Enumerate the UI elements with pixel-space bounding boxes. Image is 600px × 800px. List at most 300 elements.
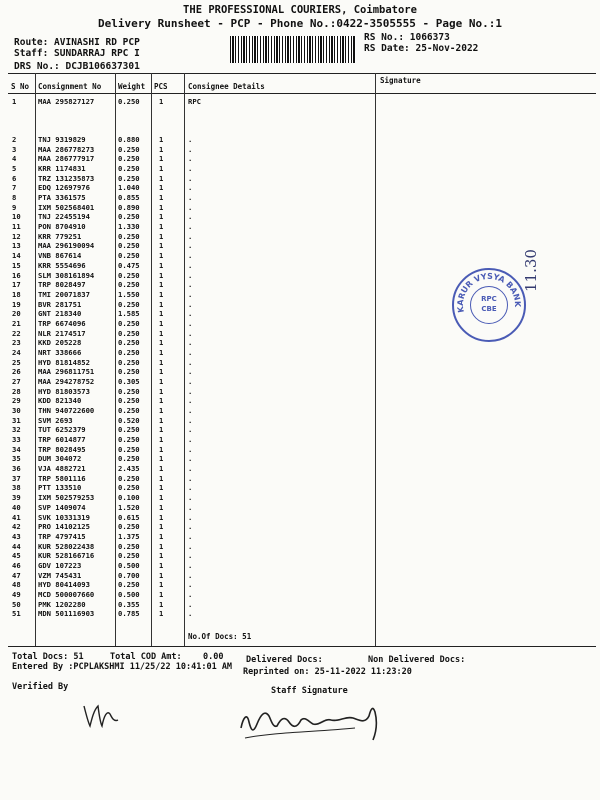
row-sno: 44 xyxy=(12,541,21,551)
row-consignment: KKD 205228 xyxy=(38,338,82,348)
row-consignee-mark: . xyxy=(188,260,193,270)
row-consignee-mark: . xyxy=(188,299,193,309)
row-pcs: 1 xyxy=(159,589,164,599)
row-consignee-mark: . xyxy=(188,289,193,299)
row-sno: 13 xyxy=(12,241,21,251)
row-sno: 31 xyxy=(12,415,21,425)
row-sno: 49 xyxy=(12,589,21,599)
row-consignee-mark: . xyxy=(188,241,193,251)
row-pcs: 1 xyxy=(159,406,164,416)
row-weight: 0.500 xyxy=(118,560,140,570)
row-sno: 34 xyxy=(12,444,21,454)
row-weight: 1.330 xyxy=(118,222,140,232)
row-consignment: IXM 502579253 xyxy=(38,493,95,503)
row-pcs: 1 xyxy=(159,522,164,532)
table-bottom-border xyxy=(8,646,596,647)
row-consignee-mark: . xyxy=(188,270,193,280)
row-weight: 0.250 xyxy=(118,541,140,551)
drs-number: DRS No.: DCJB106637301 xyxy=(14,61,140,72)
row-sno: 32 xyxy=(12,425,21,435)
row-weight: 0.250 xyxy=(118,299,140,309)
row-pcs: 1 xyxy=(159,135,164,144)
table-row xyxy=(0,455,600,463)
table-row xyxy=(0,146,600,154)
row-consignee-mark: . xyxy=(188,231,193,241)
row-pcs: 1 xyxy=(159,231,164,241)
table-row xyxy=(0,417,600,425)
row-consignee-mark: . xyxy=(188,202,193,212)
row-sno: 3 xyxy=(12,144,17,154)
row-consignee-mark: . xyxy=(188,425,193,435)
row-consignee-mark: . xyxy=(188,222,193,232)
row-consignment: KUR 528166716 xyxy=(38,551,95,561)
row-pcs: 1 xyxy=(159,483,164,493)
row-pcs: 1 xyxy=(159,493,164,503)
row-pcs: 1 xyxy=(159,415,164,425)
col-header-consignment: Consignment No xyxy=(38,82,102,91)
row-pcs: 1 xyxy=(159,473,164,483)
row-consignee-mark: . xyxy=(188,164,193,174)
row-pcs: 1 xyxy=(159,309,164,319)
table-row xyxy=(0,601,600,609)
route-label: Route: AVINASHI RD PCP xyxy=(14,37,140,48)
row-sno: 46 xyxy=(12,560,21,570)
row-sno: 30 xyxy=(12,406,21,416)
row-consignment: KRR 1174831 xyxy=(38,164,86,174)
row-weight: 0.855 xyxy=(118,193,140,203)
row-weight: 0.615 xyxy=(118,512,140,522)
row-consignee-mark: . xyxy=(188,609,193,619)
row-consignee-mark: . xyxy=(188,212,193,222)
row-consignee-mark: . xyxy=(188,386,193,396)
table-row xyxy=(0,98,600,106)
row-consignee-mark: . xyxy=(188,415,193,425)
row-consignee-mark: . xyxy=(188,154,193,164)
stamp-center-line1: RPC xyxy=(481,295,497,303)
table-row xyxy=(0,368,600,376)
row-sno: 7 xyxy=(12,183,17,193)
row-weight: 0.250 xyxy=(118,454,140,464)
row-weight: 0.500 xyxy=(118,589,140,599)
row-consignment: EDQ 12697976 xyxy=(38,183,90,193)
no-of-docs: No.Of Docs: 51 xyxy=(188,632,252,641)
table-row xyxy=(0,552,600,560)
row-sno: 16 xyxy=(12,270,21,280)
row-weight: 0.475 xyxy=(118,260,140,270)
row-weight: 0.250 xyxy=(118,522,140,532)
row-pcs: 1 xyxy=(159,560,164,570)
col-header-signature: Signature xyxy=(380,76,421,85)
row-weight: 0.880 xyxy=(118,135,140,144)
barcode xyxy=(230,36,356,63)
table-row xyxy=(0,155,600,163)
table-row xyxy=(0,136,600,144)
row-sno: 4 xyxy=(12,154,17,164)
row-weight: 0.250 xyxy=(118,164,140,174)
row-pcs: 1 xyxy=(159,444,164,454)
row-pcs: 1 xyxy=(159,367,164,377)
row-pcs: 1 xyxy=(159,347,164,357)
row-sno: 1 xyxy=(12,97,17,106)
row-pcs: 1 xyxy=(159,512,164,522)
verified-by-label: Verified By xyxy=(12,682,69,692)
table-row xyxy=(0,165,600,173)
row-sno: 42 xyxy=(12,522,21,532)
row-consignee-mark: . xyxy=(188,483,193,493)
table-row xyxy=(0,436,600,444)
table-row xyxy=(0,581,600,589)
row-pcs: 1 xyxy=(159,377,164,386)
table-row xyxy=(0,533,600,541)
row-consignee-mark: . xyxy=(188,173,193,183)
row-consignee-mark: . xyxy=(188,531,193,541)
row-pcs: 1 xyxy=(159,386,164,396)
table-header-border xyxy=(8,93,596,94)
row-weight: 0.250 xyxy=(118,173,140,183)
row-consignee-mark: . xyxy=(188,280,193,290)
row-sno: 47 xyxy=(12,570,21,580)
row-weight: 0.250 xyxy=(118,435,140,445)
row-pcs: 1 xyxy=(159,318,164,328)
row-weight: 1.040 xyxy=(118,183,140,193)
row-weight: 0.250 xyxy=(118,386,140,396)
row-pcs: 1 xyxy=(159,164,164,174)
row-consignment: DUM 304072 xyxy=(38,454,82,464)
row-weight: 0.250 xyxy=(118,97,140,106)
row-consignee-mark: . xyxy=(188,589,193,599)
row-weight: 1.585 xyxy=(118,309,140,319)
table-row xyxy=(0,523,600,531)
row-pcs: 1 xyxy=(159,551,164,561)
row-consignee-mark: . xyxy=(188,144,193,154)
row-consignee-mark: . xyxy=(188,599,193,609)
row-pcs: 1 xyxy=(159,570,164,580)
row-pcs: 1 xyxy=(159,609,164,619)
col-header-sno: S No xyxy=(11,82,30,91)
row-weight: 0.890 xyxy=(118,202,140,212)
row-consignment: GDV 107223 xyxy=(38,560,82,570)
row-pcs: 1 xyxy=(159,183,164,193)
row-consignee-mark: . xyxy=(188,464,193,474)
non-delivered-docs: Non Delivered Docs: xyxy=(368,655,466,665)
row-pcs: 1 xyxy=(159,454,164,464)
row-consignment: TRP 6014877 xyxy=(38,435,86,445)
row-weight: 0.100 xyxy=(118,493,140,503)
row-sno: 12 xyxy=(12,231,21,241)
row-pcs: 1 xyxy=(159,222,164,232)
row-consignment: TRP 6674096 xyxy=(38,318,86,328)
row-consignment: TNJ 9319829 xyxy=(38,135,86,144)
row-pcs: 1 xyxy=(159,193,164,203)
row-sno: 26 xyxy=(12,367,21,377)
row-consignment: HYD 81803573 xyxy=(38,386,90,396)
row-pcs: 1 xyxy=(159,580,164,590)
table-row xyxy=(0,378,600,386)
row-consignment: BVR 281751 xyxy=(38,299,82,309)
row-consignment: HYD 80414093 xyxy=(38,580,90,590)
row-sno: 17 xyxy=(12,280,21,290)
row-pcs: 1 xyxy=(159,599,164,609)
row-consignment: VZM 745431 xyxy=(38,570,82,580)
table-row xyxy=(0,572,600,580)
row-weight: 0.700 xyxy=(118,570,140,580)
row-weight: 0.305 xyxy=(118,377,140,386)
row-sno: 39 xyxy=(12,493,21,503)
row-sno: 40 xyxy=(12,502,21,512)
row-sno: 33 xyxy=(12,435,21,445)
row-weight: 0.250 xyxy=(118,270,140,280)
row-weight: 0.250 xyxy=(118,367,140,377)
row-pcs: 1 xyxy=(159,435,164,445)
row-consignee-mark: . xyxy=(188,454,193,464)
row-pcs: 1 xyxy=(159,270,164,280)
row-consignee-mark: . xyxy=(188,183,193,193)
row-sno: 23 xyxy=(12,338,21,348)
row-consignment: PON 8704910 xyxy=(38,222,86,232)
table-row xyxy=(0,184,600,192)
row-sno: 37 xyxy=(12,473,21,483)
row-weight: 0.785 xyxy=(118,609,140,619)
row-sno: 22 xyxy=(12,328,21,338)
row-consignment: TRP 5801116 xyxy=(38,473,86,483)
row-weight: 0.250 xyxy=(118,425,140,435)
row-sno: 36 xyxy=(12,464,21,474)
row-consignment: TNJ 22455194 xyxy=(38,212,90,222)
row-sno: 18 xyxy=(12,289,21,299)
row-weight: 0.250 xyxy=(118,144,140,154)
table-row xyxy=(0,194,600,202)
row-consignment: PTA 3361575 xyxy=(38,193,86,203)
row-sno: 35 xyxy=(12,454,21,464)
table-row xyxy=(0,407,600,415)
staff-signature xyxy=(235,698,395,748)
row-consignee-mark: . xyxy=(188,560,193,570)
row-consignment: NRT 338666 xyxy=(38,347,82,357)
row-sno: 38 xyxy=(12,483,21,493)
row-weight: 0.355 xyxy=(118,599,140,609)
row-consignee-mark: . xyxy=(188,318,193,328)
row-consignment: MAA 296190094 xyxy=(38,241,95,251)
table-row xyxy=(0,446,600,454)
row-weight: 0.250 xyxy=(118,241,140,251)
table-row xyxy=(0,204,600,212)
row-sno: 8 xyxy=(12,193,17,203)
row-sno: 19 xyxy=(12,299,21,309)
row-pcs: 1 xyxy=(159,97,164,106)
row-consignment: TRP 8028495 xyxy=(38,444,86,454)
row-weight: 2.435 xyxy=(118,464,140,474)
table-row xyxy=(0,223,600,231)
row-consignment: TRP 4797415 xyxy=(38,531,86,541)
row-consignee-mark: . xyxy=(188,570,193,580)
reprinted-on: Reprinted on: 25-11-2022 11:23:20 xyxy=(243,667,412,677)
row-pcs: 1 xyxy=(159,173,164,183)
row-consignee-mark: . xyxy=(188,502,193,512)
row-sno: 5 xyxy=(12,164,17,174)
rs-number: RS No.: 1066373 xyxy=(364,32,450,43)
row-weight: 0.250 xyxy=(118,551,140,561)
row-weight: 0.250 xyxy=(118,338,140,348)
row-sno: 45 xyxy=(12,551,21,561)
staff-signature-label: Staff Signature xyxy=(271,686,348,696)
staff-label: Staff: SUNDARRAJ RPC I xyxy=(14,48,140,59)
table-row xyxy=(0,252,600,260)
row-weight: 0.250 xyxy=(118,231,140,241)
row-consignee-mark: . xyxy=(188,406,193,416)
table-row xyxy=(0,397,600,405)
row-pcs: 1 xyxy=(159,338,164,348)
row-consignment: PTT 133510 xyxy=(38,483,82,493)
table-row xyxy=(0,426,600,434)
row-sno: 51 xyxy=(12,609,21,619)
row-pcs: 1 xyxy=(159,357,164,367)
row-consignment: SVP 1409074 xyxy=(38,502,86,512)
row-weight: 0.250 xyxy=(118,483,140,493)
row-consignment: MAA 286778273 xyxy=(38,144,95,154)
row-sno: 41 xyxy=(12,512,21,522)
row-sno: 14 xyxy=(12,251,21,261)
row-weight: 1.550 xyxy=(118,289,140,299)
row-consignment: TRZ 131235873 xyxy=(38,173,95,183)
row-consignment: SVM 2693 xyxy=(38,415,73,425)
total-docs: Total Docs: 51 xyxy=(12,652,84,662)
row-pcs: 1 xyxy=(159,502,164,512)
row-consignment: KUR 528022438 xyxy=(38,541,95,551)
row-consignee-mark: . xyxy=(188,135,193,144)
row-consignee-mark: . xyxy=(188,309,193,319)
rs-date: RS Date: 25-Nov-2022 xyxy=(364,43,479,54)
stamp-center-line2: CBE xyxy=(481,305,497,313)
row-pcs: 1 xyxy=(159,531,164,541)
row-consignment: TRP 8028497 xyxy=(38,280,86,290)
row-consignment: KDD 821340 xyxy=(38,396,82,406)
row-consignee-mark: . xyxy=(188,251,193,261)
row-consignment: MAA 296811751 xyxy=(38,367,95,377)
row-sno: 15 xyxy=(12,260,21,270)
row-sno: 9 xyxy=(12,202,17,212)
runsheet-subtitle: Delivery Runsheet - PCP - Phone No.:0422-3505555 - Page No.:1 xyxy=(98,17,502,30)
row-consignment: TMI 20071837 xyxy=(38,289,90,299)
svg-text:KARUR VYSYA BANK: KARUR VYSYA BANK xyxy=(455,271,523,314)
row-pcs: 1 xyxy=(159,251,164,261)
row-consignee-mark: . xyxy=(188,328,193,338)
table-row xyxy=(0,233,600,241)
row-pcs: 1 xyxy=(159,541,164,551)
row-weight: 1.520 xyxy=(118,502,140,512)
row-consignment: THN 940722600 xyxy=(38,406,95,416)
row-pcs: 1 xyxy=(159,425,164,435)
table-row xyxy=(0,175,600,183)
row-pcs: 1 xyxy=(159,212,164,222)
row-consignment: KRR 5554696 xyxy=(38,260,86,270)
col-header-pcs: PCS xyxy=(154,82,168,91)
row-weight: 0.250 xyxy=(118,154,140,164)
row-sno: 6 xyxy=(12,173,17,183)
row-weight: 0.250 xyxy=(118,396,140,406)
row-pcs: 1 xyxy=(159,328,164,338)
handwritten-time: 11.30 xyxy=(522,249,540,292)
row-consignee-mark: . xyxy=(188,493,193,503)
row-weight: 0.250 xyxy=(118,347,140,357)
row-consignee-mark: . xyxy=(188,580,193,590)
table-row xyxy=(0,543,600,551)
row-consignment: MAA 294278752 xyxy=(38,377,95,386)
row-weight: 0.250 xyxy=(118,251,140,261)
row-weight: 0.250 xyxy=(118,318,140,328)
row-pcs: 1 xyxy=(159,260,164,270)
row-consignee-mark: . xyxy=(188,473,193,483)
row-sno: 50 xyxy=(12,599,21,609)
row-consignment: GNT 218340 xyxy=(38,309,82,319)
row-weight: 0.520 xyxy=(118,415,140,425)
delivered-docs: Delivered Docs: xyxy=(246,655,323,665)
total-cod-value: 0.00 xyxy=(203,652,224,662)
table-row xyxy=(0,562,600,570)
table-row xyxy=(0,213,600,221)
row-consignment: MAA 286777917 xyxy=(38,154,95,164)
row-weight: 0.250 xyxy=(118,406,140,416)
table-row xyxy=(0,591,600,599)
row-pcs: 1 xyxy=(159,396,164,406)
row-sno: 27 xyxy=(12,377,21,386)
row-pcs: 1 xyxy=(159,144,164,154)
row-consignee-mark: . xyxy=(188,541,193,551)
company-title: THE PROFESSIONAL COURIERS, Coimbatore xyxy=(183,4,417,16)
row-consignee-mark: . xyxy=(188,377,193,386)
table-row xyxy=(0,242,600,250)
row-consignment: SVK 10331319 xyxy=(38,512,90,522)
row-pcs: 1 xyxy=(159,202,164,212)
table-row xyxy=(0,514,600,522)
row-weight: 0.250 xyxy=(118,473,140,483)
row-consignee-mark: . xyxy=(188,551,193,561)
row-consignee-mark: . xyxy=(188,522,193,532)
row-pcs: 1 xyxy=(159,464,164,474)
table-row xyxy=(0,465,600,473)
entered-by: Entered By :PCPLAKSHMI 11/25/22 10:41:01 AM xyxy=(12,662,233,672)
col-header-consignee: Consignee Details xyxy=(188,82,265,91)
row-sno: 25 xyxy=(12,357,21,367)
row-weight: 0.250 xyxy=(118,328,140,338)
row-consignment: TUT 6252379 xyxy=(38,425,86,435)
row-consignee-mark: . xyxy=(188,444,193,454)
row-consignee-mark: . xyxy=(188,435,193,445)
table-row xyxy=(0,504,600,512)
row-sno: 24 xyxy=(12,347,21,357)
table-top-border xyxy=(8,73,596,74)
row-weight: 0.250 xyxy=(118,280,140,290)
row-pcs: 1 xyxy=(159,289,164,299)
verifier-signature xyxy=(80,700,130,730)
row-consignment: MAA 295827127 xyxy=(38,97,95,106)
row-sno: 21 xyxy=(12,318,21,328)
table-row xyxy=(0,484,600,492)
row-weight: 0.250 xyxy=(118,580,140,590)
row-pcs: 1 xyxy=(159,154,164,164)
table-row xyxy=(0,388,600,396)
row-consignee-mark: . xyxy=(188,396,193,406)
row-weight: 0.250 xyxy=(118,212,140,222)
row-consignee-mark: . xyxy=(188,347,193,357)
row-consignment: PMK 1202280 xyxy=(38,599,86,609)
col-header-weight: Weight xyxy=(118,82,146,91)
row-weight: 0.250 xyxy=(118,444,140,454)
row-consignment: PRO 14102125 xyxy=(38,522,90,532)
table-row xyxy=(0,359,600,367)
row-sno: 28 xyxy=(12,386,21,396)
row-consignee-mark: . xyxy=(188,512,193,522)
row-consignment: MDN 501116903 xyxy=(38,609,95,619)
